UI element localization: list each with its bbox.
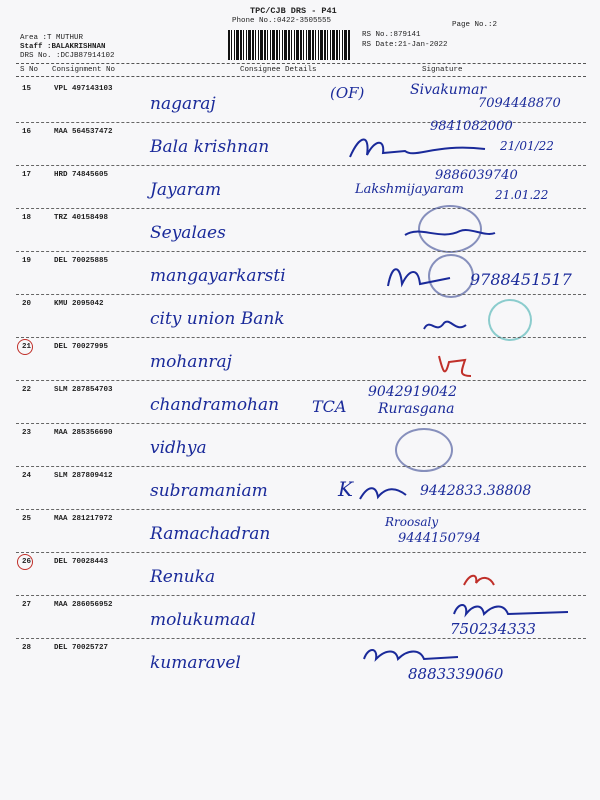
row-consignment: MAA 285356690 xyxy=(54,429,113,437)
row-consignment: SLM 287809412 xyxy=(54,472,113,480)
row-sno: 20 xyxy=(22,300,32,308)
row-consignment: MAA 564537472 xyxy=(54,128,113,136)
row-signature: Lakshmijayaram xyxy=(355,182,464,197)
page-number: Page No.:2 xyxy=(452,21,498,29)
row-phone: 9442833.38808 xyxy=(420,483,532,499)
table-row xyxy=(0,80,600,123)
table-row xyxy=(0,381,600,424)
row-consignee: kumaravel xyxy=(150,653,241,673)
row-sno: 17 xyxy=(22,171,32,179)
rubber-stamp xyxy=(488,299,532,341)
red-mark xyxy=(435,352,485,382)
barcode xyxy=(228,30,350,60)
signature-scribble xyxy=(380,258,460,292)
row-consignee: Jayaram xyxy=(150,180,222,200)
row-sno: 21 xyxy=(22,343,32,351)
row-consignee: mohanraj xyxy=(150,352,232,372)
header-rule-top xyxy=(16,63,586,64)
row-consignment: MAA 281217972 xyxy=(54,515,113,523)
row-consignee: mangayarkarsti xyxy=(150,266,286,286)
row-consignment: SLM 287854703 xyxy=(54,386,113,394)
table-row xyxy=(0,553,600,596)
row-date: 21.01.22 xyxy=(495,188,549,202)
table-row xyxy=(0,467,600,510)
rs-date: RS Date:21-Jan-2022 xyxy=(362,41,448,49)
row-phone: 9444150794 xyxy=(398,531,481,546)
row-consignee: city union Bank xyxy=(150,309,285,329)
row-phone: 750234333 xyxy=(450,620,536,638)
table-row xyxy=(0,596,600,639)
signature-scribble xyxy=(448,600,578,622)
col-consignment: Consignment No xyxy=(52,66,116,74)
row-date: 21/01/22 xyxy=(500,139,554,153)
signature-scribble xyxy=(400,223,500,243)
table-row xyxy=(0,338,600,381)
table-row xyxy=(0,639,600,682)
table-row xyxy=(0,252,600,295)
rs-number: RS No.:879141 xyxy=(362,31,421,39)
row-sno: 24 xyxy=(22,472,32,480)
staff: Staff :BALAKRISHNAN xyxy=(20,43,106,51)
table-row xyxy=(0,119,600,166)
row-consignee: vidhya xyxy=(150,438,207,458)
table-row xyxy=(0,166,600,209)
row-consignment: TRZ 40158498 xyxy=(54,214,109,222)
table-row xyxy=(0,295,600,338)
row-phone: 9042919042 xyxy=(368,384,458,400)
row-note: TCA xyxy=(312,397,347,416)
row-consignee: Seyalaes xyxy=(150,223,226,243)
row-consignment: DEL 70025885 xyxy=(54,257,109,265)
row-signature: Sivakumar xyxy=(410,82,487,98)
row-consignment: HRD 74845605 xyxy=(54,171,109,179)
sheet-title: TPC/CJB DRS - P41 xyxy=(250,6,337,16)
row-consignee: Ramachadran xyxy=(150,524,271,544)
row-sno: 19 xyxy=(22,257,32,265)
row-signature: Rroosaly xyxy=(385,515,439,529)
signature-scribble xyxy=(356,481,416,505)
row-phone: 7094448870 xyxy=(478,96,561,111)
row-sno: 18 xyxy=(22,214,32,222)
header-rule-bottom xyxy=(16,76,586,77)
row-sno: 27 xyxy=(22,601,32,609)
col-sno: S No xyxy=(20,66,39,74)
signature-scribble xyxy=(420,315,470,337)
row-sno: 15 xyxy=(22,85,32,93)
area: Area :T MUTHUR xyxy=(20,34,84,42)
row-phone: 9841082000 xyxy=(430,119,513,134)
row-consignment: MAA 286056952 xyxy=(54,601,113,609)
row-consignee: chandramohan xyxy=(150,395,280,415)
row-consignee: subramaniam xyxy=(150,481,268,501)
row-consignee: molukumaal xyxy=(150,610,256,630)
row-sno: 26 xyxy=(22,558,32,566)
row-consignee: Bala krishnan xyxy=(150,137,270,157)
row-sno: 22 xyxy=(22,386,32,394)
phone-number: Phone No.:0422-3505555 xyxy=(232,17,332,25)
row-sno: 16 xyxy=(22,128,32,136)
row-consignment: DEL 70027995 xyxy=(54,343,109,351)
col-consignee: Consignee Details xyxy=(240,66,317,74)
row-note: (OF) xyxy=(330,84,365,102)
row-consignee: nagaraj xyxy=(150,94,216,114)
row-phone: 9886039740 xyxy=(435,168,518,183)
signature-scribble xyxy=(345,129,495,163)
row-consignee: Renuka xyxy=(150,567,216,587)
red-mark xyxy=(460,569,500,593)
row-consignment: DEL 70028443 xyxy=(54,558,109,566)
col-signature: Signature xyxy=(422,66,463,74)
drs-number: DRS No. :DCJB87914102 xyxy=(20,52,115,60)
signature-scribble xyxy=(358,645,468,667)
row-consignment: KMU 2095042 xyxy=(54,300,104,308)
row-signature: K xyxy=(338,477,353,501)
row-sno: 28 xyxy=(22,644,32,652)
row-consignment: VPL 497143103 xyxy=(54,85,113,93)
row-sno: 23 xyxy=(22,429,32,437)
table-row xyxy=(0,510,600,553)
row-phone: 8883339060 xyxy=(408,665,504,683)
row-signature: Rurasgana xyxy=(378,401,455,417)
table-row xyxy=(0,424,600,467)
row-phone: 9788451517 xyxy=(470,270,572,289)
row-consignment: DEL 70025727 xyxy=(54,644,109,652)
row-sno: 25 xyxy=(22,515,32,523)
table-row xyxy=(0,209,600,252)
